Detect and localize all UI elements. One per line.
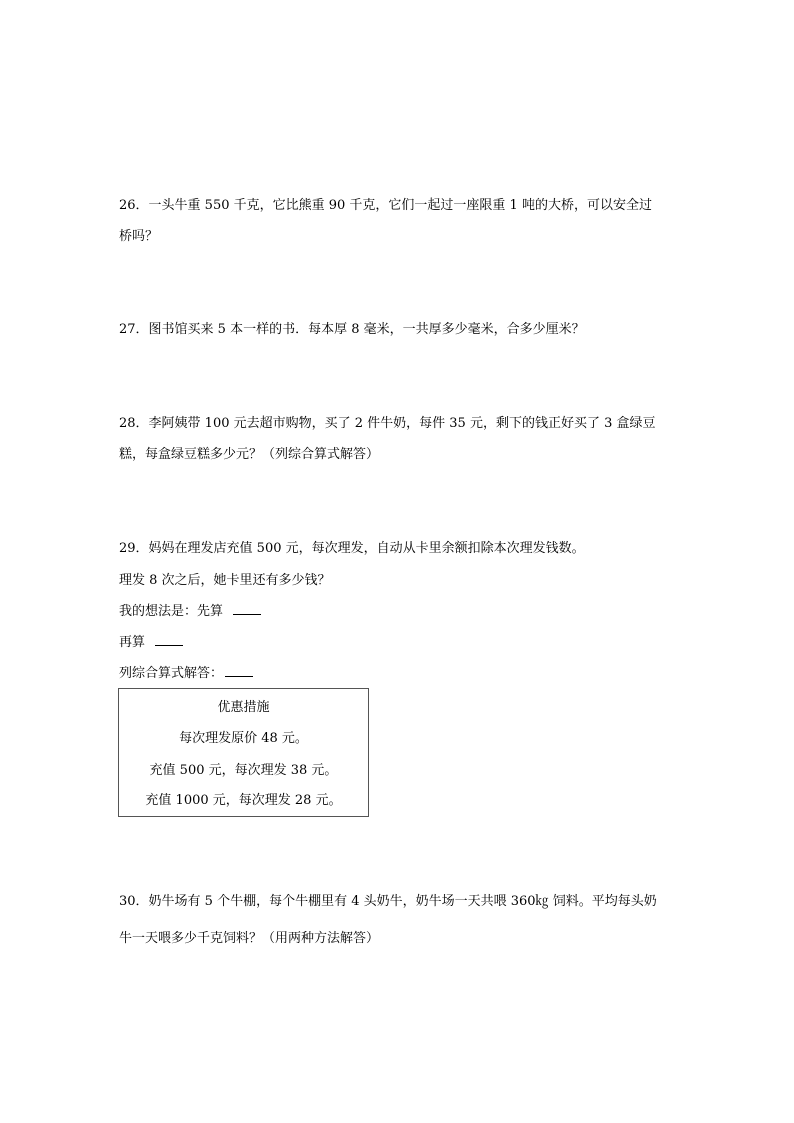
q29-line5 bbox=[119, 666, 253, 682]
q28-line1: 28．李阿姨带 100 元去超市购物，买了 2 件牛奶，每件 35 元，剩下的钱正好买了 3 盒绿豆 bbox=[119, 416, 656, 431]
q29-first-step-label: 我的想法是：先算 bbox=[119, 604, 224, 619]
q26-line2: 桥吗？ bbox=[119, 229, 159, 244]
first-step-blank[interactable] bbox=[233, 604, 261, 615]
answer-blank[interactable] bbox=[225, 666, 253, 677]
q29-answer-label: 列综合算式解答： bbox=[119, 666, 224, 681]
q29-line1: 29．妈妈在理发店充值 500 元，每次理发，自动从卡里余额扣除本次理发钱数。 bbox=[119, 541, 585, 556]
q30-line2: 牛一天喂多少千克饲料？（用两种方法解答） bbox=[119, 931, 380, 946]
promo-item-1: 每次理发原价 48 元。 bbox=[179, 731, 308, 746]
promo-title: 优惠措施 bbox=[217, 700, 270, 715]
promo-box bbox=[118, 688, 369, 817]
q27-line1: 27．图书馆买来 5 本一样的书．每本厚 8 毫米，一共厚多少毫米，合多少厘米？ bbox=[119, 322, 585, 337]
q26-line1: 26．一头牛重 550 千克，它比熊重 90 千克，它们一起过一座限重 1 吨的大桥，可以安全过 bbox=[119, 198, 652, 213]
promo-item-3: 充值 1000 元，每次理发 28 元。 bbox=[145, 793, 342, 808]
promo-item-2: 充值 500 元，每次理发 38 元。 bbox=[149, 763, 338, 778]
second-step-blank[interactable] bbox=[155, 635, 183, 646]
q29-line2: 理发 8 次之后，她卡里还有多少钱？ bbox=[119, 573, 331, 588]
q29-second-step-label: 再算 bbox=[119, 635, 146, 650]
q28-line2: 糕，每盒绿豆糕多少元？（列综合算式解答） bbox=[119, 447, 380, 462]
q29-line3 bbox=[119, 604, 261, 620]
q30-line1: 30．奶牛场有 5 个牛棚，每个牛棚里有 4 头奶牛，奶牛场一天共喂 360㎏ 饲料。平均每头奶 bbox=[119, 894, 657, 909]
q29-line4 bbox=[119, 635, 183, 651]
